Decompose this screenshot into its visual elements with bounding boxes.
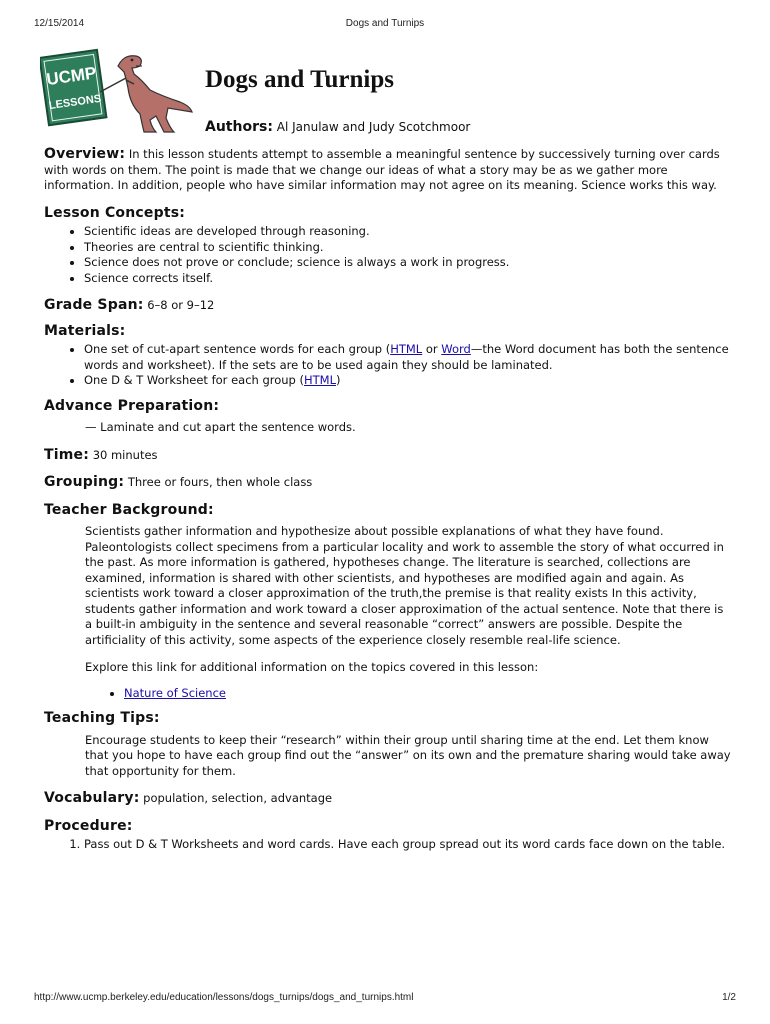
list-item: 1. Pass out D & T Worksheets and word cards. Have each group spread out its word cards face down on the table. (84, 837, 734, 853)
advance-text: — Laminate and cut apart the sentence words. (85, 420, 356, 434)
grade-label: Grade Span: (44, 297, 144, 313)
vocabulary-text: population, selection, advantage (143, 791, 333, 805)
background-text: Scientists gather information and hypothesize about possible explanations of what they have found. Paleontologists collect specimens from a particular locality and work to assemble the story of what occurred in the past. As more information is gathered, hypotheses change. The literature is searched, collections are examined, information is shared with other scientists, and hypotheses are modified again and again. As scientists work toward a closer approximation of the truth,the premise is that reality exists In this activity, students gather information and work toward a closer approximation of the actual sentence. Note that there is a built-in ambiguity in the sentence and several reasonable “correct” answers are possible. Despite the artificiality of this activity, some aspects of the experience closely resemble real-life science. (85, 524, 724, 647)
logo-sign (40, 50, 106, 125)
list-item: • Scientific ideas are developed through reasoning. (84, 224, 734, 240)
worksheet-html-link[interactable]: HTML (304, 373, 337, 387)
tips-text: Encourage students to keep their “research” within their group until sharing time at the end. Let them know that you hope to have each group find out the “answer” on its own and the premature sharing would take away that opportunity for them. (85, 732, 731, 778)
time-label: Time: (44, 446, 90, 463)
materials-list (44, 342, 734, 389)
vocabulary-section (44, 791, 734, 807)
print-url: http://www.ucmp.berkeley.edu/education/lessons/dogs_turnips/dogs_and_turnips.html (34, 992, 414, 1003)
authors-names: Al Janulaw and Judy Scotchmoor (276, 120, 471, 134)
nature-of-science-link[interactable]: Nature of Science (124, 685, 226, 700)
overview-label: Overview: (44, 146, 126, 162)
grouping-section (44, 475, 734, 491)
print-page-title: Dogs and Turnips (345, 18, 425, 29)
logo-line2: LESSONS (48, 92, 102, 113)
advance-heading: Advance Preparation: (44, 397, 220, 414)
concepts-list (44, 224, 734, 286)
explore-list (44, 686, 734, 702)
explore-text: Explore this link for additional information on the topics covered in this lesson: (85, 660, 539, 674)
list-item: • Theories are central to scientific thinking. (84, 240, 734, 256)
concepts-heading: Lesson Concepts: (44, 204, 186, 221)
print-page-number: 1/2 (722, 992, 736, 1003)
materials-heading: Materials: (44, 322, 126, 339)
html-link[interactable]: HTML (390, 342, 423, 356)
time-text: 30 minutes (92, 447, 158, 462)
grade-section (44, 298, 734, 314)
overview-text: In this lesson students attempt to assemble a meaningful sentence by successively turning over cards with words on them. The point is made that we change our ideas of what a story may be as we gather more information. In addition, people who have similar information may not agree on its meaning. Science works this way. (44, 147, 720, 192)
logo-line1: UCMP (45, 63, 98, 90)
authors-label: Authors: (205, 119, 273, 135)
procedure-list (44, 837, 734, 853)
grouping-text: Three or fours, then whole class (127, 475, 313, 489)
list-item (124, 686, 734, 702)
vocabulary-label: Vocabulary: (44, 790, 140, 806)
procedure-heading: Procedure: (44, 817, 133, 834)
print-date: 12/15/2014 (34, 18, 85, 29)
page-title: Dogs and Turnips (205, 66, 395, 93)
print-footer (0, 992, 770, 1006)
tips-heading: Teaching Tips: (44, 710, 160, 726)
list-item: • One set of cut-apart sentence words for each group (HTML or Word—the Word document has both the sentence words and worksheet). If the sets are to be used again they should be laminated. (84, 342, 734, 373)
overview-section (44, 147, 734, 194)
word-link[interactable]: Word (441, 342, 471, 356)
list-item: • One D & T Worksheet for each group (HTML) (84, 373, 734, 389)
lesson-content (44, 147, 734, 853)
list-item: • Science does not prove or conclude; science is always a work in progress. (84, 255, 734, 271)
print-header (0, 18, 770, 32)
dinosaur-icon (100, 56, 192, 132)
grouping-label: Grouping: (44, 474, 125, 490)
authors (205, 119, 470, 135)
grade-text: 6–8 or 9–12 (147, 298, 215, 312)
ucmp-lessons-logo[interactable] (40, 44, 200, 136)
background-heading: Teacher Background: (44, 501, 214, 518)
list-item: • Science corrects itself. (84, 271, 734, 287)
time-section (44, 448, 734, 464)
